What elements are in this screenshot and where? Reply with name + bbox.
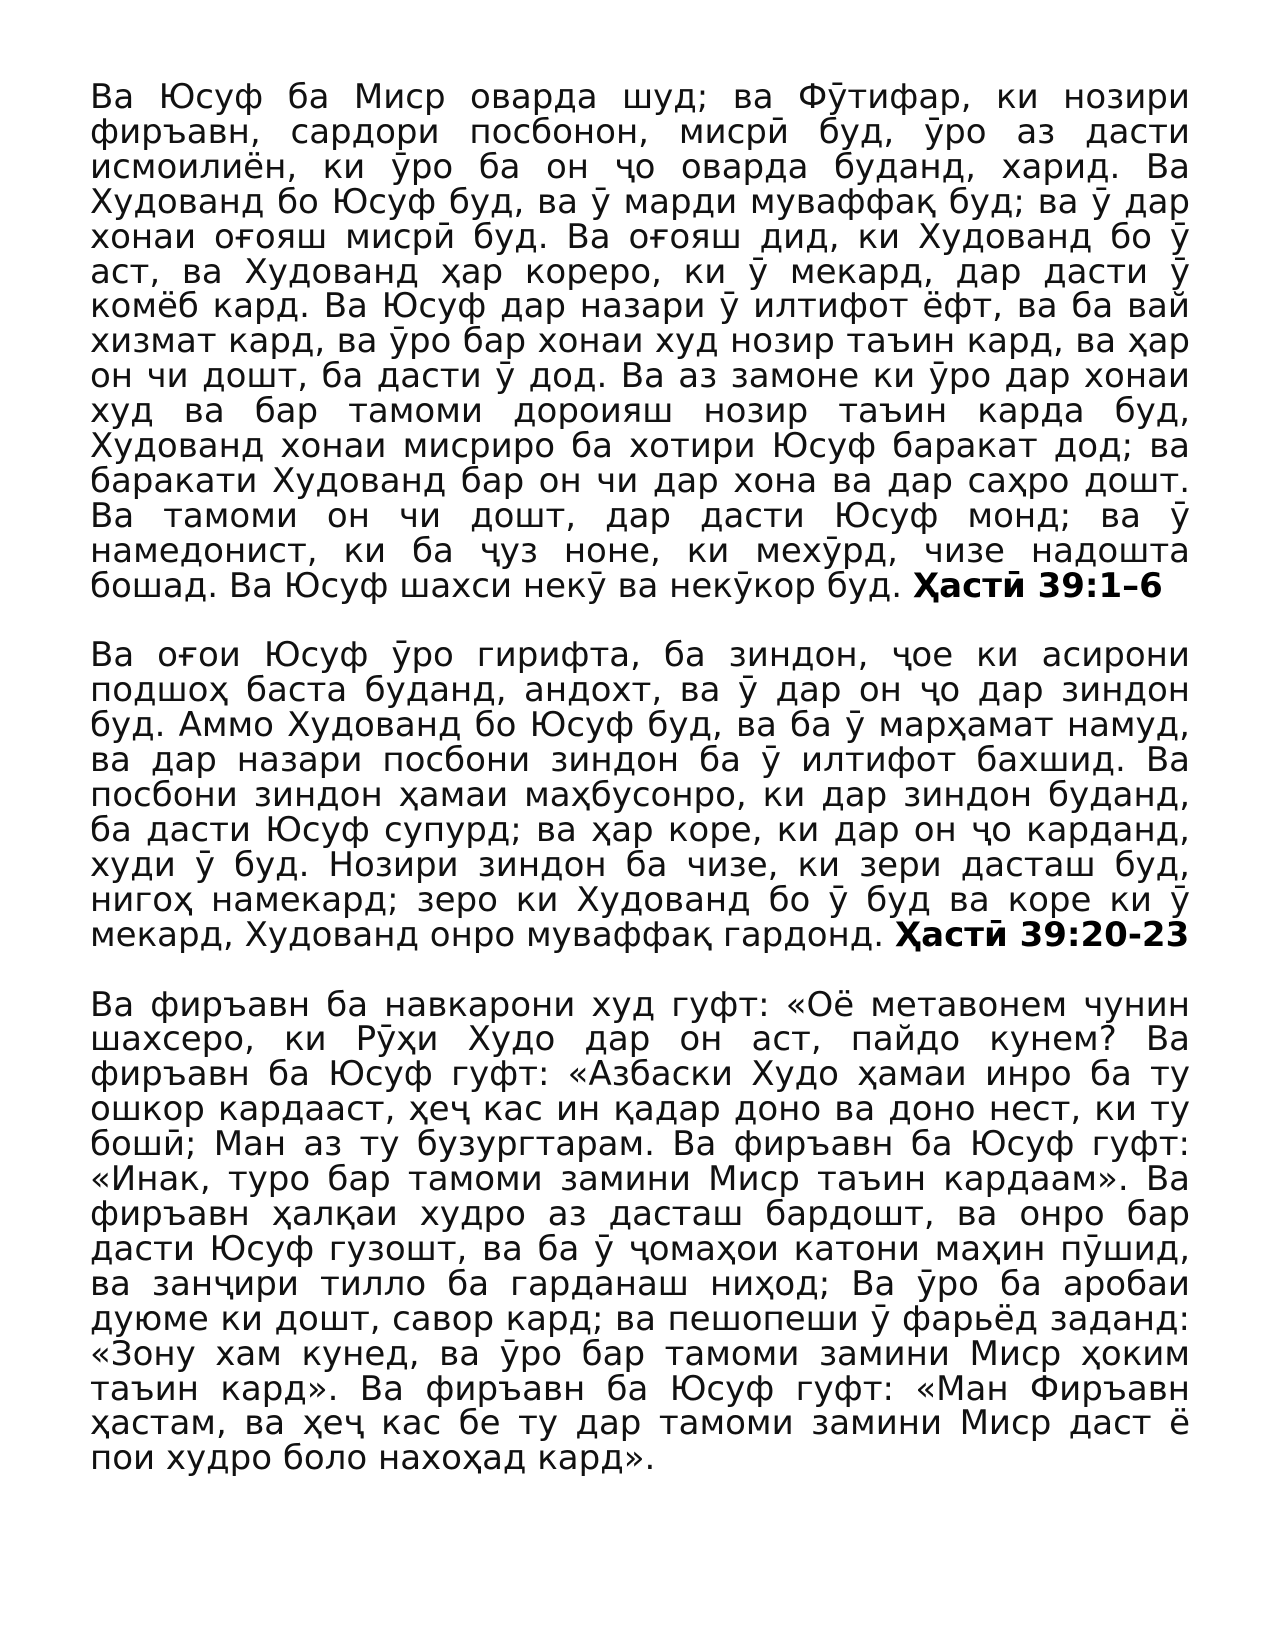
passage-2-reference: Ҳастӣ 39:20-23 [894, 914, 1190, 955]
passage-2-text: Ва оғои Юсуф ӯро гирифта, ба зиндон, ҷое ки асирони подшоҳ баста буданд, андохт, ва ӯ дар он ҷо дар зиндон буд. Аммо Худованд бо Юсуф буд, ва ба ӯ марҳамат намуд, ва дар назари посбони зиндон ба ӯ илтифот бахшид. Ва посбони зиндон ҳамаи маҳбусонро, ки дар зиндон буданд, ба дасти Юсуф супурд; ва ҳар коре, ки дар он ҷо карданд, худи ӯ буд. Нозири зиндон ба чизе, ки зери дасташ буд, нигоҳ намекард; зеро ки Худованд бо ӯ буд ва коре ки ӯ мекард, Худованд онро муваффақ гардонд. [90, 635, 1190, 955]
passage-3-text: Ва фиръавн ба навкарони худ гуфт: «Оё метавонем чунин шахсеро, ки Рӯҳи Худо дар он аст, пайдо кунем? Ва фиръавн ба Юсуф гуфт: «Азбаски Худо ҳамаи инро ба ту ошкор кардааст, ҳеҷ кас ин қадар доно ва доно нест, ки ту бошӣ; Ман аз ту бузургтарам. Ва фиръавн ба Юсуф гуфт: «Инак, туро бар тамоми замини Миср таъин кардаам». Ва фиръавн ҳалқаи худро аз дасташ бардошт, ва онро бар дасти Юсуф гузошт, ва ба ӯ ҷомаҳои катони маҳин пӯшид, ва занҷири тилло ба гарданаш ниҳод; Ва ӯро ба аробаи дуюме ки дошт, савор кард; ва пешопеши ӯ фарьёд заданд: «Зону хам кунед, ва ӯро бар тамоми замини Миср ҳоким таъин кард». Ва фиръавн ба Юсуф гуфт: «Ман Фиръавн ҳастам, ва ҳеҷ кас бе ту дар тамоми замини Миср даст ё пои худро боло нахоҳад кард». [90, 984, 1190, 1479]
passage-2 [90, 635, 1190, 955]
document-page [90, 77, 1190, 1479]
passage-1-text: Ва Юсуф ба Миср оварда шуд; ва Фӯтифар, ки нозири фиръавн, сардори посбонон, мисрӣ буд, ӯро аз дасти исмоилиён, ки ӯро ба он ҷо оварда буданд, харид. Ва Худованд бо Юсуф буд, ва ӯ марди муваффақ буд; ва ӯ дар хонаи оғояш мисрӣ буд. Ва оғояш дид, ки Худованд бо ӯ аст, ва Худованд ҳар кореро, ки ӯ мекард, дар дасти ӯ комёб кард. Ва Юсуф дар назари ӯ илтифот ёфт, ва ба вай хизмат кард, ва ӯро бар хонаи худ нозир таъин кард, ва ҳар он чи дошт, ба дасти ӯ дод. Ва аз замоне ки ӯро дар хонаи худ ва бар тамоми дороияш нозир таъин карда буд, Худованд хонаи мисриро ба хотири Юсуф баракат дод; ва баракати Худованд бар он чи дар хона ва дар саҳро дошт. Ва тамоми он чи дошт, дар дасти Юсуф монд; ва ӯ намедонист, ки ба ҷуз ноне, ки мехӯрд, чизе надошта бошад. Ва Юсуф шахси некӯ ва некӯкор буд. [90, 77, 1190, 606]
passage-3 [90, 984, 1190, 1479]
passage-1-reference: Ҳастӣ 39:1–6 [912, 565, 1163, 606]
passage-1 [90, 77, 1190, 606]
